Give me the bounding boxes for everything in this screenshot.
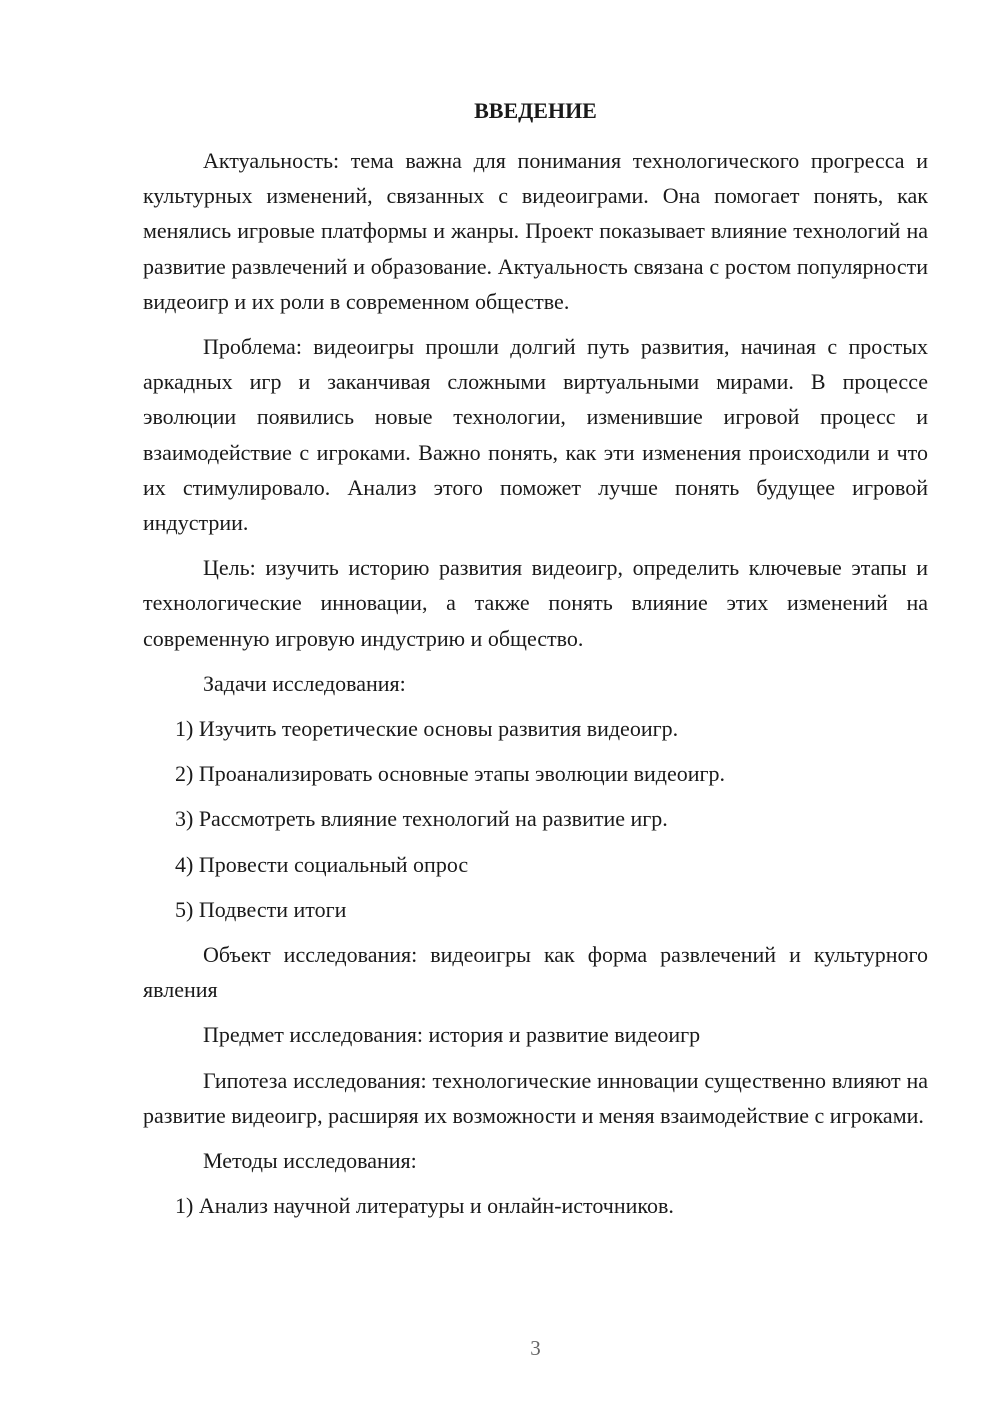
task-item-4: 4) Провести социальный опрос	[175, 851, 469, 877]
document-body	[143, 143, 928, 1233]
task-item-1: 1) Изучить теоретические основы развития видеоигр.	[175, 716, 679, 742]
method-item-1: 1) Анализ научной литературы и онлайн-источников.	[175, 1193, 674, 1219]
goal-paragraph: Цель: изучить историю развития видеоигр, определить ключевые этапы и технологические инновации, а также понять влияние этих изменений на современную игровую индустрию и общество.	[143, 555, 928, 651]
page-number: 3	[530, 1336, 541, 1360]
document-page	[143, 0, 928, 1414]
task-item-5: 5) Подвести итоги	[175, 896, 347, 922]
relevance-paragraph: Актуальность: тема важна для понимания технологического прогресса и культурных изменений, связанных с видеоиграми. Она помогает понять, как менялись игровые платформы и жанры. Проект показывает влияние технологий на развитие развлечений и образование. Актуальность связана с ростом популярности видеоигр и их роли в современном обществе.	[143, 148, 928, 314]
task-item-3: 3) Рассмотреть влияние технологий на развитие игр.	[175, 806, 668, 832]
problem-paragraph: Проблема: видеоигры прошли долгий путь развития, начиная с простых аркадных игр и заканчивая сложными виртуальными мирами. В процессе эволюции появились новые технологии, изменившие игровой процесс и взаимодействие с игроками. Важно понять, как эти изменения происходили и что их стимулировало. Анализ этого поможет лучше понять будущее игровой индустрии.	[143, 334, 928, 536]
tasks-title: Задачи исследования:	[203, 670, 406, 696]
subject-paragraph: Предмет исследования: история и развитие видеоигр	[203, 1022, 701, 1048]
task-item-2: 2) Проанализировать основные этапы эволюции видеоигр.	[175, 761, 726, 787]
methods-title: Методы исследования:	[203, 1148, 417, 1174]
hypothesis-paragraph: Гипотеза исследования: технологические инновации существенно влияют на развитие видеоигр, расширяя их возможности и меняя взаимодействие с игроками.	[143, 1067, 928, 1128]
page-heading: ВВЕДЕНИЕ	[474, 98, 597, 123]
object-paragraph: Объект исследования: видеоигры как форма развлечений и культурного явления	[143, 942, 928, 1003]
